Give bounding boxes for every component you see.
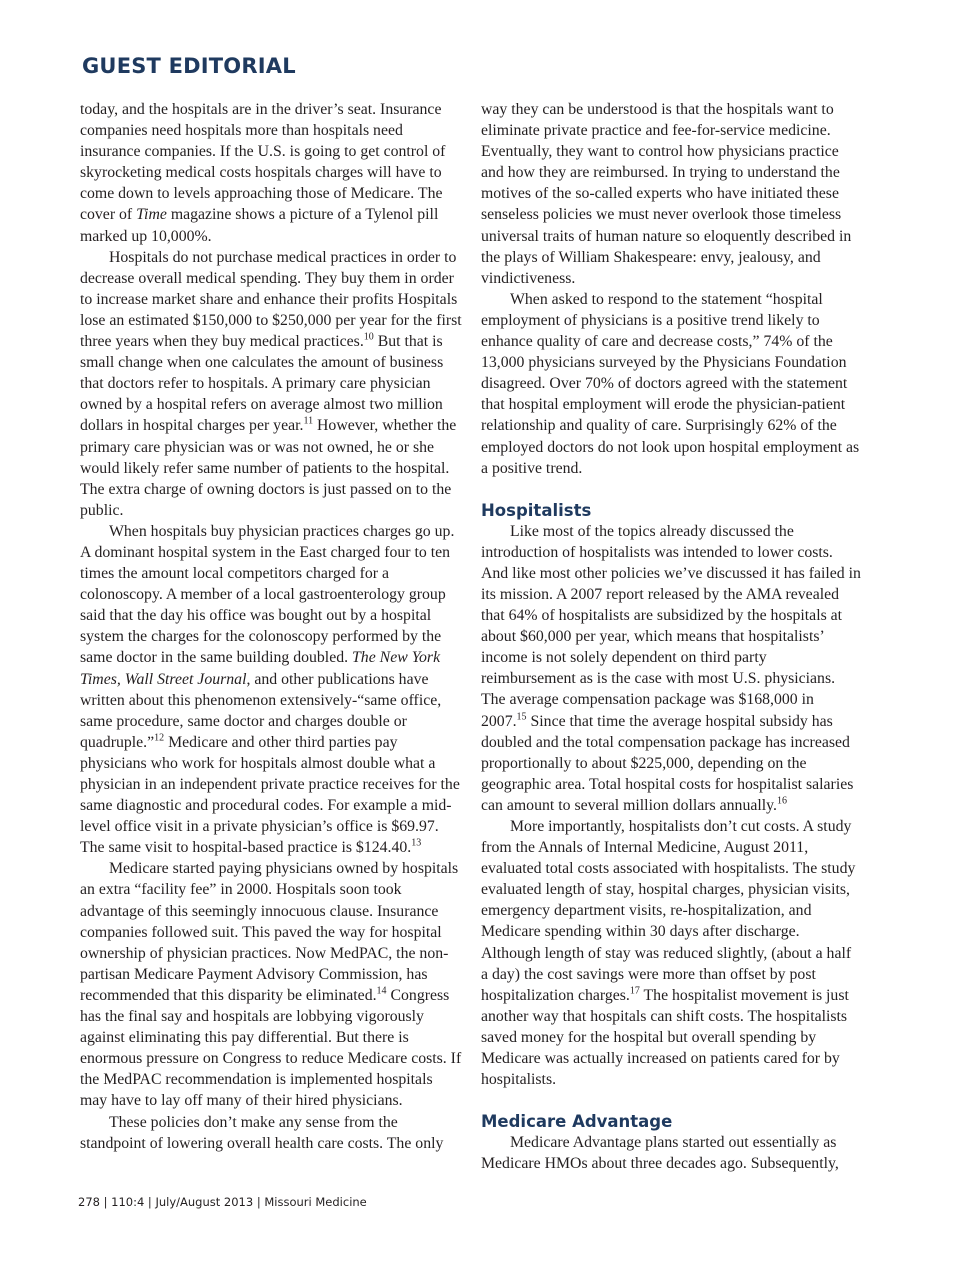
paragraph: Hospitals do not purchase medical practices in order to decrease overall medical spending. They buy them in order to increase market share and enhance their profits Hospitals lose an estimated $150,000 to $250,000 per year for the first three years when they buy medical practices.$^{10}$ But that is small change when one calculates the amount of business that doctors refer to hospitals. A primary care physician owned by a hospital refers on average almost two million dollars in hospital charges per year.$^{11}$ However, whether the primary care physician was or was not owned, he or she would likely refer same number of patients to the hospital. The extra charge of owning doctors is just passed on to the public. — [80, 248, 462, 519]
right-column — [481, 99, 861, 1174]
paragraph: Medicare started paying physicians owned by hospitals an extra “facility fee” in 2000. Hospitals soon took advantage of this seemingly innocuous clause. Insurance companies followed suit. This paved the way for hospital ownership of physician practices. Now MedPAC, the non-partisan Medicare Payment Advisory Commission, has recommended that this disparity be eliminated.$^{14}$ Congress has the final say and hospitals are lobbying vigorously against eliminating this pay differential. But there is enormous pressure on Congress to reduce Medicare costs. If the MedPAC recommendation is implemented hospitals may have to lay off many of their hired physicians. — [80, 860, 462, 1110]
reference-16: 16 — [776, 795, 787, 807]
section-header: GUEST EDITORIAL — [82, 54, 296, 78]
paragraph: More importantly, hospitalists don’t cut costs. A study from the Annals of Internal Medicine, August 2011, evaluated total costs associated with hospitalists. The study evaluated length of stay, hospital charges, physician visits, emergency department visits, re-hospitalization, and Medicare spending within 30 days after discharge. Although length of stay was reduced slightly, (about a half a day) the cost savings were more than offset by post hospitalization charges.$^{17}$ The hospitalist movement is just another way that hospitals can shift costs. The hospitalists saved money for the hospital but overall spending by Medicare was actually increased on patients cared for by hospitalists. — [481, 818, 856, 1089]
section-heading-hospitalists: Hospitalists — [481, 500, 592, 520]
paragraph: When asked to respond to the statement “hospital employment of physicians is a positive trend likely to enhance quality of care and decrease costs,” 74% of the 13,000 physicians surveyed by the Physicians Foundation disagreed. Over 70% of doctors agreed with the statement that hospital employment will erode the physician-patient relationship and quality of care. Surprisingly 62% of the employed doctors do not look upon hospital employment as a positive trend. — [481, 290, 860, 477]
paragraph: today, and the hospitals are in the driver’s seat. Insurance companies need hospitals more than hospitals need insurance companies. If the U.S. is going to get control of skyrocketing medical costs hospitals charges will have to come down to levels approaching those of Medicare. The cover of Time magazine shows a picture of a Tylenol pill marked up 10,000%. — [80, 101, 446, 245]
left-column — [80, 99, 462, 1154]
reference-11: 11 — [303, 416, 314, 428]
paragraph: Like most of the topics already discussed the introduction of hospitalists was intended to lower costs. And like most other policies we’ve discussed it has failed in its mission. A 2007 report released by the AMA revealed that 64% of hospitalists are subsidized by the hospitals at about $60,000 per year, which means that hospitalists’ income is not solely dependent on third party reimbursement as is the case with most U.S. physicians. The average compensation package was $168,000 in 2007.15 Since that time the average hospital subsidy has doubled and the total compensation package has increased proportionally to about $225,000, depending on the geographic area. Total hospital costs for hospitalist salaries can amount to several million dollars annually.$^{16}$ — [481, 522, 861, 814]
paragraph: way they can be understood is that the hospitals want to eliminate private practice and fee-for-service medicine. Eventually, they want to control how physicians practice and how they are reimbursed. In trying to understand the motives of the so-called experts who have initiated these senseless policies we must never overlook those timeless universal traits of human nature so eloquently described in the plays of William Shakespeare: envy, jealousy, and vindictiveness. — [481, 101, 852, 287]
reference-10: 10 — [363, 331, 374, 343]
magazine-title: Time — [136, 206, 167, 224]
section-heading-medicare-advantage: Medicare Advantage — [481, 1112, 673, 1132]
reference-13: 13 — [411, 838, 422, 850]
page-footer: 278 | 110:4 | July/August 2013 | Missouri Medicine — [78, 1195, 367, 1209]
reference-12: 12 — [154, 732, 165, 744]
reference-17: 17 — [629, 985, 640, 997]
paragraph: When hospitals buy physician practices charges go up. A dominant hospital system in the East charged four to ten times the amount local competitors charged for a colonoscopy. A member of a local gastroenterology group said that the day his office was bought out by a hospital system the charges for the colonoscopy performed by the same doctor in the same building doubled. The New York Times, Wall Street Journal, and other publications have written about this phenomenon extensively-“same office, same procedure, same doctor and charges double or quadruple.”$^{12}$ Medicare and other third parties pay physicians who work for hospitals almost double what a physician in an independent private practice receives for the same diagnostic and procedural codes. For example a mid-level office visit in a private physician’s office is $69.97. The same visit to hospital-based practice is $124.40.13 — [80, 522, 460, 857]
paragraph: These policies don’t make any sense from the standpoint of lowering overall health care costs. The only — [80, 1113, 444, 1152]
publication-names: The New York Times, Wall Street Journal — [80, 649, 441, 688]
paragraph: Medicare Advantage plans started out essentially as Medicare HMOs about three decades ago. Subsequently, — [481, 1134, 839, 1173]
reference-14: 14 — [376, 985, 387, 997]
reference-15: 15 — [516, 711, 527, 723]
